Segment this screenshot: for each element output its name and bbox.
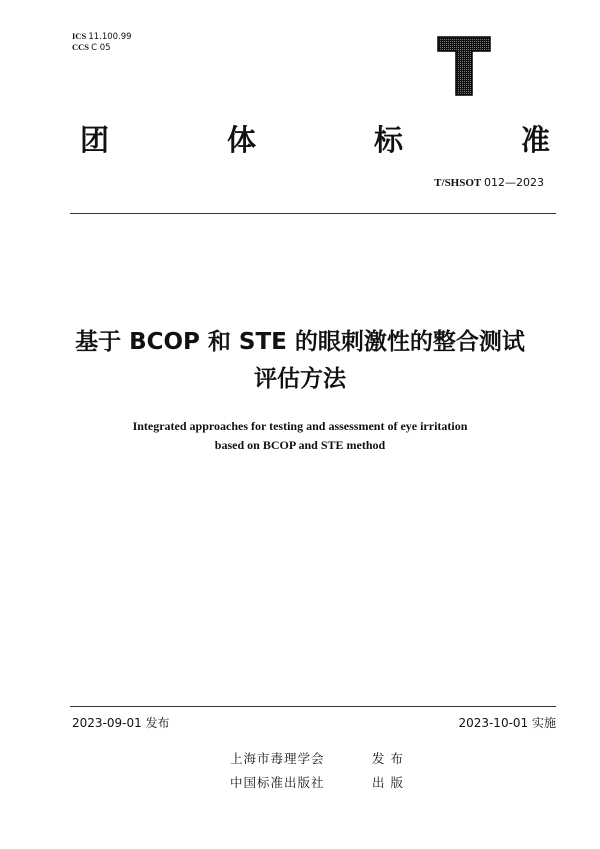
title-cn-line1: 基于 BCOP 和 STE 的眼刺激性的整合测试: [75, 329, 525, 355]
divider-top: [70, 213, 556, 214]
implement-date: 2023-10-01 实施: [458, 716, 556, 730]
divider-bottom: [70, 706, 556, 707]
title-en-line1: Integrated approaches for testing and assessment of eye irritation: [132, 419, 468, 433]
publisher-org: 中国标准出版社: [230, 775, 325, 790]
publisher-action: 出版: [371, 775, 409, 790]
standard-code-number: 012—2023: [484, 176, 544, 189]
standard-type-heading: [80, 120, 550, 156]
t-logo-icon: [436, 35, 492, 97]
ccs-label: CCS: [72, 42, 90, 52]
standard-code-prefix: T/SHSOT: [434, 177, 482, 189]
publisher-row: [230, 776, 409, 790]
ics-label: ICS: [72, 31, 87, 41]
ics-code: [72, 31, 132, 42]
publish-date: 2023-09-01 发布: [72, 716, 170, 730]
ics-value: 11.100.99: [88, 32, 132, 42]
standard-code: [434, 176, 544, 189]
title-en-line2: based on BCOP and STE method: [214, 438, 386, 452]
standard-type-char: 团: [80, 122, 110, 157]
publisher-action: 发布: [371, 751, 409, 766]
publisher-org: 上海市毒理学会: [230, 751, 325, 766]
title-cn-line2: 评估方法: [254, 366, 346, 392]
standard-type-char: 准: [520, 122, 550, 157]
standard-logo: [436, 35, 492, 97]
publisher-row: [230, 752, 409, 766]
ccs-code: [72, 42, 111, 53]
ccs-value: C 05: [91, 43, 111, 53]
standard-type-char: 标: [373, 122, 403, 157]
standard-type-char: 体: [226, 122, 256, 157]
